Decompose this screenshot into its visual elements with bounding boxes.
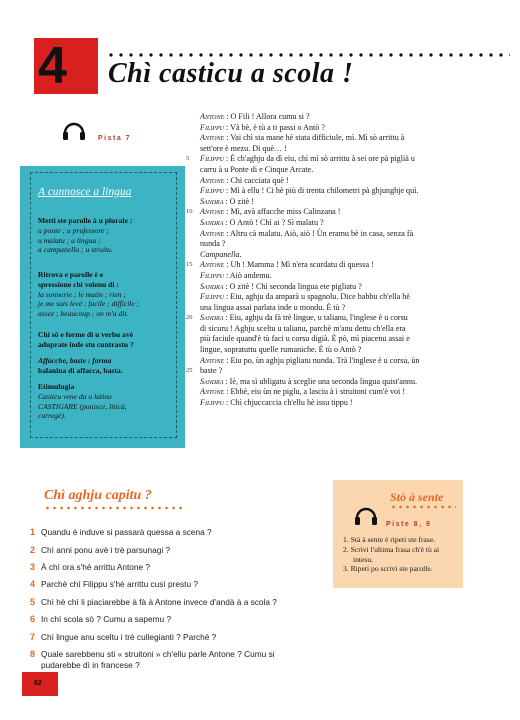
dialogue-line: [200, 271, 508, 282]
question-text: Quale sarebbenu sti « struitoni » ch'ellu parle Antone ? Cumu si: [41, 649, 275, 659]
teal-b5-l2: CASTIGARE (punisce, liticà,: [38, 401, 127, 411]
dialogue-text-span: : Và bè, è tù a ti passi o Antò ?: [223, 122, 325, 132]
speaker-name: Antone: [200, 133, 225, 143]
teal-b2-title2: spressione chì volenu di :: [38, 279, 119, 289]
dialogue-line: [200, 229, 508, 240]
dialogue-line: [200, 154, 508, 165]
dialogue-line: [200, 218, 508, 229]
speaker-name: Filippu: [200, 270, 224, 280]
dialogue-text-span: : Mì, avà affacche miss Calinzana !: [224, 207, 341, 217]
teal-b3-l2: aduprate inde stu cuntrastu ?: [38, 339, 134, 349]
questions-title: Chì aghju capitu ?: [44, 488, 152, 503]
question-text: Chì hè chì li piaciarebbe à fà à Antone invece d'andà à a scola ?: [41, 597, 277, 607]
dialogue-line: [200, 303, 508, 314]
question-number: 3: [30, 562, 36, 572]
speaker-name: Filippu: [200, 122, 224, 132]
question-text: Quandu è induve si passarà quessa a scena ?: [41, 527, 212, 537]
dialogue-line: [200, 313, 508, 324]
dialogue-line: [200, 260, 508, 271]
speaker-name: Antone: [200, 112, 225, 121]
teal-box-heading: A cunnosce a lingua: [38, 186, 132, 198]
speaker-name: Sandra: [200, 196, 224, 206]
teal-b1-title: Metti ste parolle à u plurale :: [38, 216, 133, 225]
speaker-name: Antone: [200, 228, 225, 238]
dialogue-line: [200, 366, 508, 377]
headphones-icon: [60, 116, 88, 144]
dialogue-text-span: : Vai chì sta mane hè stata difficiule, mì. Mì sò arrittu à: [224, 133, 405, 143]
dialogue-text-span: : O zitè !: [223, 196, 254, 206]
teal-b4-l1: Affacche, baste : forma: [38, 356, 112, 365]
speaker-name: Sandra: [200, 281, 224, 291]
dialogue-text-span: : Eiu, aghju da fà trè lingue, u talianu, l'inglese è u corsu: [223, 313, 408, 323]
line-number: 10: [186, 208, 193, 216]
dialogue-line: [200, 334, 508, 345]
dialogue-line: [200, 112, 508, 123]
teal-b1-l1: u ponte ; u prufessore ;: [38, 225, 109, 235]
page-number: 82: [34, 680, 42, 687]
dialogue-text-span: : O zitè ! Chì seconda lingua ete pigliatu ?: [223, 281, 362, 291]
dialogue-line: [200, 176, 508, 187]
dialogue-text-span: : O Fili ! Allora cumu si ?: [224, 112, 310, 121]
dialogue-line: [200, 250, 508, 261]
question-number: 1: [30, 527, 36, 537]
line-number: 5: [186, 155, 190, 163]
dialogue-text-span: : Chì chjuccaccia ch'ellu hè issu tippu !: [223, 398, 353, 408]
teal-b5-title: Etimulugia: [38, 382, 75, 391]
dialogue-line: [200, 377, 508, 388]
speaker-name: Antone: [200, 260, 225, 270]
teal-b2-l2: je me suis levé ; facile ; difficile ;: [38, 299, 140, 309]
dialogue-text-span: Campanella.: [200, 249, 242, 259]
question-number: 2: [30, 545, 36, 555]
dialogue-text-span: : Ebbè, eiu ùn ne piglu, a lasciu à i struitoni cum'è voi !: [224, 387, 406, 397]
pista-label: Pista 7: [98, 135, 132, 142]
speaker-name: Antone: [200, 207, 225, 217]
dialogue-line: [200, 356, 508, 367]
question-text: Chì lingue anu sceltu i trè cullegianti ? Parchè ?: [41, 632, 217, 642]
dialogue-line: [200, 292, 508, 303]
question-number: 7: [30, 632, 36, 642]
teal-block-etimulugia: [38, 382, 172, 421]
dialogue-line: [200, 398, 508, 409]
dialogue-line: [200, 239, 508, 250]
line-number: 25: [186, 367, 193, 375]
page-title: Chì casticu a scola !: [108, 58, 354, 89]
listening-dotted-rule: [390, 505, 456, 509]
dialogue-line: [200, 165, 508, 176]
teal-b2-l3: assez ; beaucoup ; on m'a dit.: [38, 309, 129, 319]
dialogue-text-span: di sicuru ! Aghju sceltu u talianu, parchè m'anu dettu ch'ella era: [200, 323, 406, 333]
speaker-name: Antone: [200, 355, 225, 365]
teal-block-plural: [38, 216, 172, 255]
line-number: 20: [186, 314, 193, 322]
dialogue-text-span: : Mì à ellu ! Ci hè più di trenta chilometri pà ghjunghje quì.: [223, 186, 419, 196]
listening-step: 1. Stà à sente è ripeti ste frase.: [343, 535, 436, 544]
question-text: Chì anni ponu avè i trè parsunagi ?: [41, 545, 171, 555]
teal-b5-l1: Casticu vene da u latinu: [38, 391, 112, 401]
dialogue-line: [200, 133, 508, 144]
dialogue-text-span: : Altru cà malatu. Aiò, aiò ! Ùn eramu bè in casa, senza fà: [224, 228, 414, 238]
dialogue-line: [200, 186, 508, 197]
teal-b2-title1: Ritrova e parolle è e: [38, 270, 104, 279]
chapter-number: 4: [38, 37, 67, 95]
question-text: pudarebbe dì in francese ?: [41, 660, 140, 670]
teal-b1-l3: a campanella ; u struitu.: [38, 245, 113, 255]
teal-block-ritrova: [38, 270, 172, 319]
teal-block-verbu: [38, 330, 172, 350]
teal-b3-l1: Chì sò e forme di u verbu avè: [38, 330, 134, 339]
listening-title: Stò à sente: [390, 490, 444, 504]
speaker-name: Sandra: [200, 217, 224, 227]
teal-b5-l3: curregè).: [38, 411, 66, 421]
questions-dotted-rule: [44, 506, 184, 510]
speaker-name: Antone: [200, 387, 225, 397]
headphones-icon: [352, 501, 380, 529]
dialogue-line: [200, 144, 508, 155]
dialogue-text-span: una lingua assai parlata inde u mondu. È tù ?: [200, 302, 346, 312]
speaker-name: Filippu: [200, 154, 224, 164]
dialogue-text: [186, 112, 508, 409]
dialogue-text-span: : È ch'aghju da dì eiu, chì mì sò arrittu à sei ore pà piglià u: [223, 154, 415, 164]
speaker-name: Sandra: [200, 313, 224, 323]
teal-b1-l2: u malatu ; a lingua ;: [38, 235, 101, 245]
pista-label: Piste 8, 9: [386, 521, 432, 528]
dialogue-line: [200, 324, 508, 335]
teal-b2-l1: la sonnerie ; le matin ; rien ;: [38, 289, 126, 299]
dialogue-text-span: carru à u Ponte di e Cinque Arcate.: [200, 164, 314, 174]
dialogue-line: [200, 282, 508, 293]
question-number: 8: [30, 649, 36, 659]
dialogue-line: [200, 123, 508, 134]
line-number: 15: [186, 261, 193, 269]
chapter-number-box: [34, 38, 98, 94]
speaker-name: Sandra: [200, 376, 224, 386]
question-number: 4: [30, 579, 36, 589]
dialogue-text-span: : O Antò ! Chì ai ? Sì malatu ?: [223, 217, 324, 227]
dialogue-text-span: : Aiò andemu.: [223, 270, 272, 280]
dialogue-text-span: : Uh ! Mamma ! Mì n'era scurdatu di quessa !: [224, 260, 374, 270]
dialogue-text-span: lingue, sopratuttu quelle rumaniche. È tù o Antò ?: [200, 345, 362, 355]
listening-step: intesu.: [353, 554, 374, 564]
speaker-name: Filippu: [200, 186, 224, 196]
dialogue-text-span: sett'ore è mezu. Di què… !: [200, 143, 287, 153]
dialogue-text-span: : Iè, ma sì ubligatu à sceglie una seconda lingua quist'annu.: [223, 376, 418, 386]
speaker-name: Antone: [200, 175, 225, 185]
dialogue-text-span: più faciule quand'è tù faci u corsu digià. È pò, mì piacenu assai e: [200, 334, 410, 344]
dialogue-line: [200, 345, 508, 356]
speaker-name: Filippu: [200, 398, 224, 408]
listening-step: 2. Scrivi l'ultima frasa ch'è tù ai: [343, 544, 440, 554]
dialogue-line: [200, 197, 508, 208]
dialogue-text-span: : Eiu po, ùn aghju pigliatu nunda. Trà l'inglese è u corsu, ùn: [224, 355, 420, 365]
question-number: 6: [30, 614, 36, 624]
question-text: Parchè chì Filippu s'hè arrittu cusì prestu ?: [41, 579, 198, 589]
dialogue-text-span: : Eiu, aghju da amparà u spagnolu. Dice babbu ch'ella hè: [223, 292, 410, 302]
question-text: In chì scola sò ? Cumu a sapemu ?: [41, 614, 172, 624]
dialogue-line: [200, 387, 508, 398]
dialogue-text-span: baste ?: [200, 366, 223, 376]
question-text: À chì ora s'hè arrittu Antone ?: [41, 562, 151, 572]
dialogue-text-span: nunda ?: [200, 239, 226, 249]
listening-instructions: [343, 535, 455, 574]
listening-step: 3. Ripeti po scrivi ste parolle.: [343, 564, 433, 574]
speaker-name: Filippu: [200, 292, 224, 302]
question-number: 5: [30, 597, 36, 607]
dialogue-text-span: : Chì cacciata què !: [224, 175, 289, 185]
teal-block-affacche: [38, 356, 172, 376]
dialogue-line: [200, 207, 508, 218]
teal-b4-l2: balanina di affacca, basta.: [38, 365, 123, 375]
